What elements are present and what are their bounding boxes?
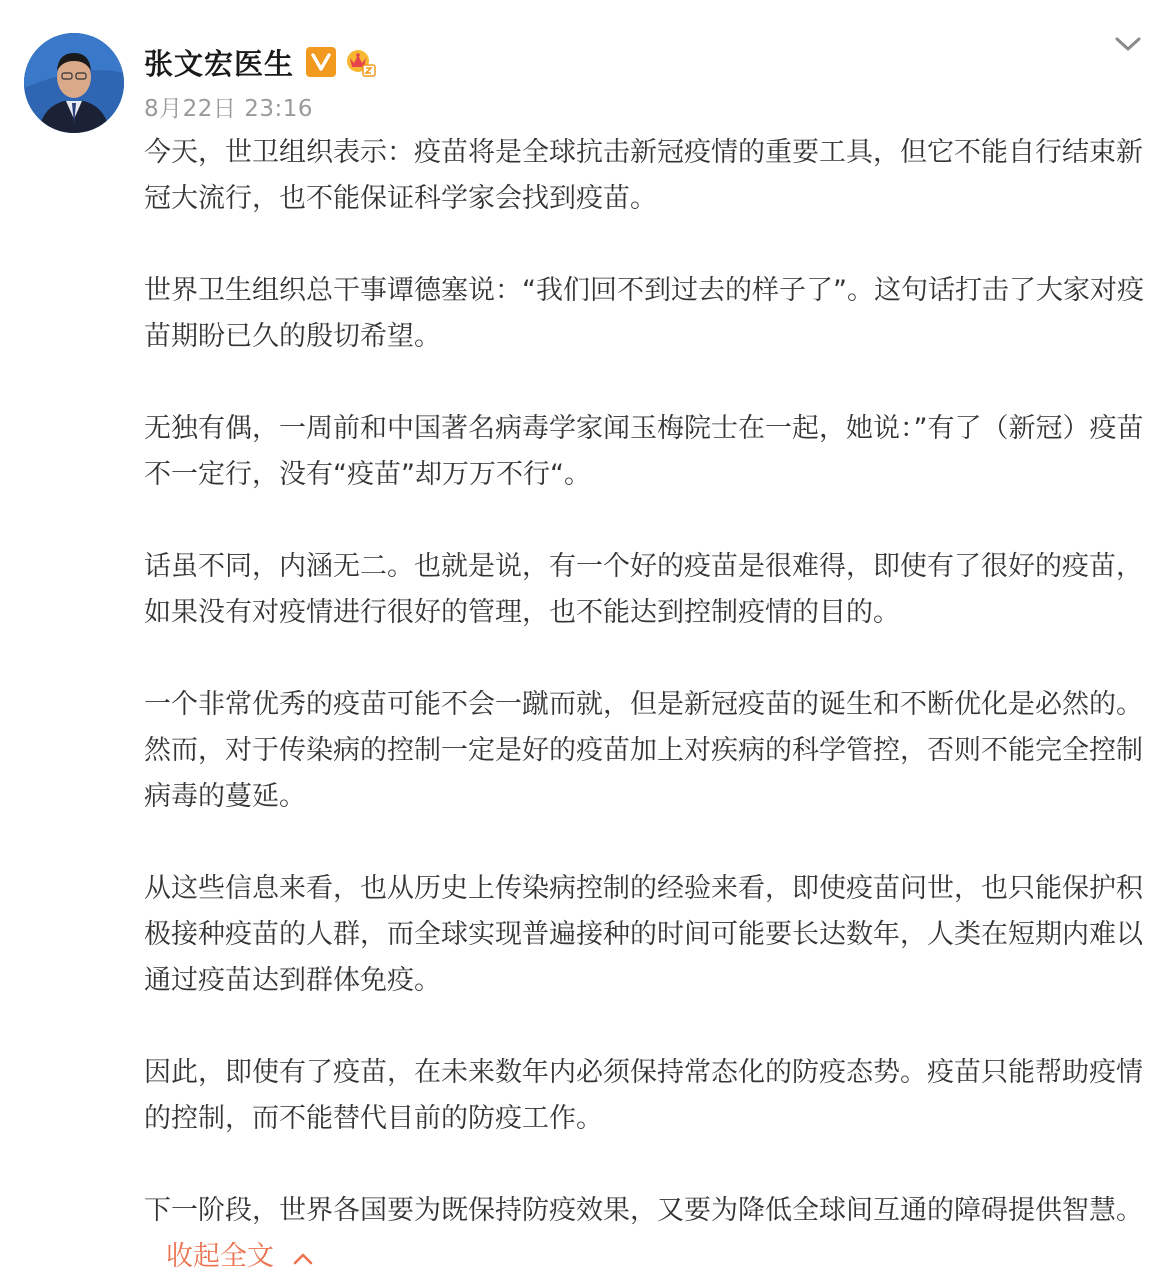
post-paragraph: 从这些信息来看，也从历史上传染病控制的经验来看，即使疫苗问世，也只能保护积极接种疫苗的人群，而全球实现普遍接种的时间可能要长达数年，人类在短期内难以通过疫苗达到群体免疫。 — [144, 873, 1143, 996]
post-paragraph: 话虽不同，内涵无二。也就是说，有一个好的疫苗是很难得，即使有了很好的疫苗，如果没有对疫情进行很好的管理，也不能达到控制疫情的目的。 — [144, 551, 1143, 628]
avatar-image — [24, 33, 124, 133]
post-content — [144, 130, 1144, 1281]
chevron-down-icon[interactable] — [1114, 34, 1142, 54]
post-header — [144, 40, 1108, 123]
post-paragraph: 一个非常优秀的疫苗可能不会一蹴而就，但是新冠疫苗的诞生和不断优化是必然的。然而，对于传染病的控制一定是好的疫苗加上对疾病的科学管控，否则不能完全控制病毒的蔓延。 — [144, 689, 1143, 812]
verified-v-icon — [306, 47, 336, 77]
post-paragraph-last — [144, 1188, 1144, 1281]
chevron-up-icon[interactable] — [292, 1235, 314, 1281]
avatar[interactable] — [24, 33, 124, 133]
post-timestamp[interactable]: 8月22日 23:16 — [144, 96, 313, 122]
post-paragraph: 今天，世卫组织表示：疫苗将是全球抗击新冠疫情的重要工具，但它不能自行结束新冠大流行，也不能保证科学家会找到疫苗。 — [144, 137, 1143, 214]
post-paragraph: 因此，即使有了疫苗，在未来数年内必须保持常态化的防疫态势。疫苗只能帮助疫情的控制，而不能替代目前的防疫工作。 — [144, 1057, 1143, 1134]
post-paragraph: 无独有偶，一周前和中国著名病毒学家闻玉梅院士在一起，她说：”有了（新冠）疫苗不一定行，没有“疫苗”却万万不行“。 — [144, 413, 1144, 490]
name-row — [144, 40, 1108, 84]
member-crown-icon[interactable] — [344, 46, 376, 78]
collapse-full-text-link[interactable]: 收起全文 — [166, 1241, 274, 1272]
author-name[interactable]: 张文宏医生 — [144, 46, 295, 81]
post-paragraph: 世界卫生组织总干事谭德塞说：“我们回不到过去的样子了”。这句话打击了大家对疫苗期盼已久的殷切希望。 — [144, 275, 1144, 352]
post-paragraph: 下一阶段，世界各国要为既保持防疫效果，又要为降低全球间互通的障碍提供智慧。 — [144, 1195, 1143, 1226]
